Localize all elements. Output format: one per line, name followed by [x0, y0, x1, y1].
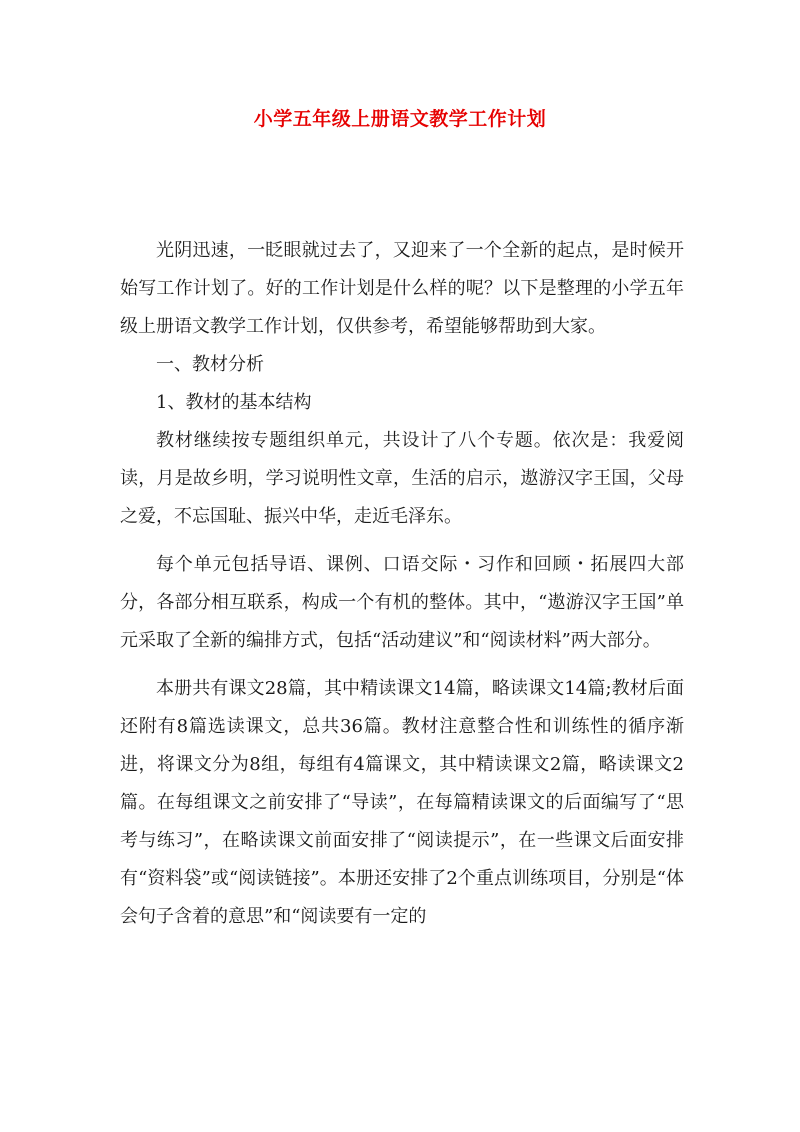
intro-paragraph: 光阴迅速，一眨眼就过去了，又迎来了一个全新的起点，是时候开始写工作计划了。好的工作计划是什么样的呢？以下是整理的小学五年级上册语文教学工作计划，仅供参考，希望能够帮助到大家。: [120, 240, 684, 337]
document-title: 小学五年级上册语文教学工作计划: [253, 108, 547, 130]
structure-paragraph: 教材继续按专题组织单元，共设计了八个专题。依次是：我爱阅读，月是故乡明，学习说明性文章，生活的启示，遨游汉字王国，父母之爱，不忘国耻、振兴中华，走近毛泽东。: [120, 430, 684, 527]
units-paragraph: 每个单元包括导语、课例、口语交际・习作和回顾・拓展四大部分，各部分相互联系，构成一个有机的整体。其中，“遨游汉字王国”单元采取了全新的编排方式，包括“活动建议”和“阅读材料”两大部分。: [120, 554, 684, 651]
section-heading-textbook-analysis: 一、教材分析: [156, 354, 264, 375]
subsection-heading-basic-structure: 1、教材的基本结构: [156, 392, 312, 413]
lessons-paragraph: 本册共有课文28篇，其中精读课文14篇，略读课文14篇;教材后面还附有8篇选读课文，总共36篇。教材注意整合性和训练性的循序渐进，将课文分为8组，每组有4篇课文，其中精读课文2篇，略读课文2篇。在每组课文之前安排了“导读”，在每篇精读课文的后面编写了“思考与练习”，在略读课文前面安排了“阅读提示”，在一些课文后面安排有“资料袋”或“阅读链接”。本册还安排了2个重点训练项目，分别是“体会句子含着的意思”和“阅读要有一定的: [120, 678, 684, 927]
document-body: [120, 232, 684, 936]
